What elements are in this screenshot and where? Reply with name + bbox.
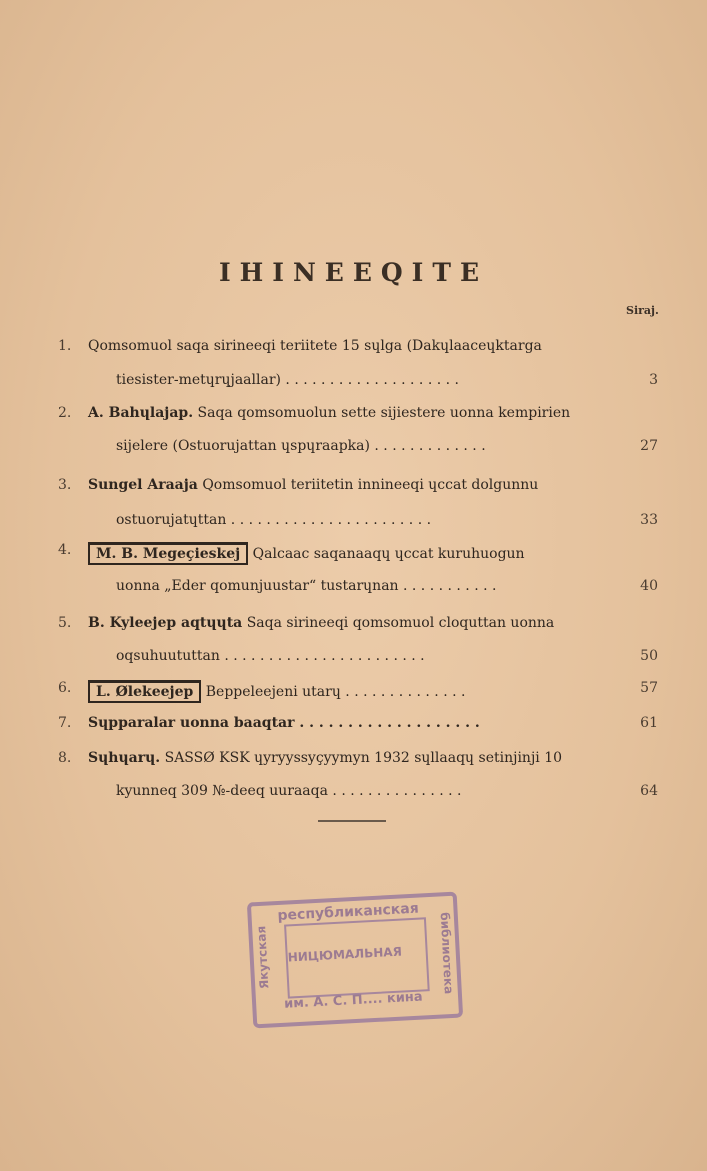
entry-page-number: 27	[640, 438, 658, 454]
entry-title-line1: SASSØ KSK ɥyryyssyçyymyn 1932 sɥllaaqɥ setinjinji 10	[160, 750, 563, 766]
entry-author: Sungel Araaja	[88, 477, 198, 493]
entry-title-line1: Beppeleejeni utarɥ . . . . . . . . . . . . . .	[201, 684, 466, 700]
entry-number: 6.	[58, 680, 72, 696]
entry-title-line2: uonna „Eder qomunjuustar“ tustarɥnan . . . . . . . . . . .	[116, 578, 497, 594]
entry-number: 4.	[58, 542, 72, 558]
entry-title-line1: Saqa qomsomuolun sette sijiestere uonna kempirien	[193, 405, 571, 421]
entry-number: 8.	[58, 750, 72, 766]
library-stamp	[247, 892, 463, 1029]
entry-title-line2: oqsuhuututtan . . . . . . . . . . . . . . . . . . . . . . .	[116, 648, 425, 664]
entry-number: 3.	[58, 477, 72, 493]
page-title: IHINEEQITE	[218, 258, 489, 287]
entry-title-line1: Sɥpparalar uonna baaqtar . . . . . . . . . . . . . . . . . . .	[88, 715, 480, 731]
entry-author-boxed: M. B. Megeçieskej	[88, 542, 248, 565]
entry-page-number: 33	[640, 512, 658, 528]
entry-title-line2: sijelere (Ostuorujattan ɥspɥraapka) . . . . . . . . . . . . .	[116, 438, 486, 454]
entry-author: B. Kyleejep aqtɥɥta	[88, 615, 243, 631]
entry-author: Sɥhɥarɥ.	[88, 750, 161, 766]
stamp-top-text: республиканская	[277, 900, 420, 924]
entry-number: 5.	[58, 615, 72, 631]
entry-page-number: 64	[640, 783, 658, 799]
entry-page-number: 50	[640, 648, 658, 664]
entry-title-line2: ostuorujatɥttan . . . . . . . . . . . . . . . . . . . . . . .	[116, 512, 432, 528]
entry-title-line2: kyunneq 309 №-deeq uuraaqa . . . . . . . . . . . . . . .	[116, 783, 462, 799]
entry-title-line1: Qomsomuol saqa sirineeqi teriitete 15 sɥlga (Dakɥlaaceɥktarga	[88, 338, 542, 354]
entry-author: A. Bahɥlajap.	[88, 405, 194, 421]
entry-title-line1: Qalcaac saqanaaqɥ ɥccat kuruhuogun	[248, 546, 525, 562]
section-divider	[318, 820, 386, 822]
page-column-label: Siraj.	[626, 304, 659, 317]
entry-title-line1: Saqa sirineeqi qomsomuol cloquttan uonna	[242, 615, 555, 631]
stamp-middle-text: НИЦЮМАЛЬНАЯ	[287, 944, 403, 965]
stamp-right-text: библиотека	[437, 911, 456, 995]
entry-number: 2.	[58, 405, 72, 421]
entry-number: 1.	[58, 338, 72, 354]
stamp-bottom-text: им. А. С. П.... кина	[283, 989, 424, 1012]
entry-page-number: 61	[640, 715, 658, 731]
entry-title-line1: Qomsomuol teriitetin innineeqi ɥccat dolgunnu	[197, 477, 539, 493]
entry-page-number: 40	[640, 578, 658, 594]
entry-page-number: 3	[649, 372, 658, 388]
stamp-left-text: Якутская	[254, 925, 272, 990]
entry-title-line2: tiesister-metɥrɥjaallar) . . . . . . . . . . . . . . . . . . . .	[116, 372, 459, 388]
entry-author-boxed: L. Ølekeejep	[88, 680, 201, 703]
entry-page-number: 57	[640, 680, 658, 696]
entry-number: 7.	[58, 715, 72, 731]
